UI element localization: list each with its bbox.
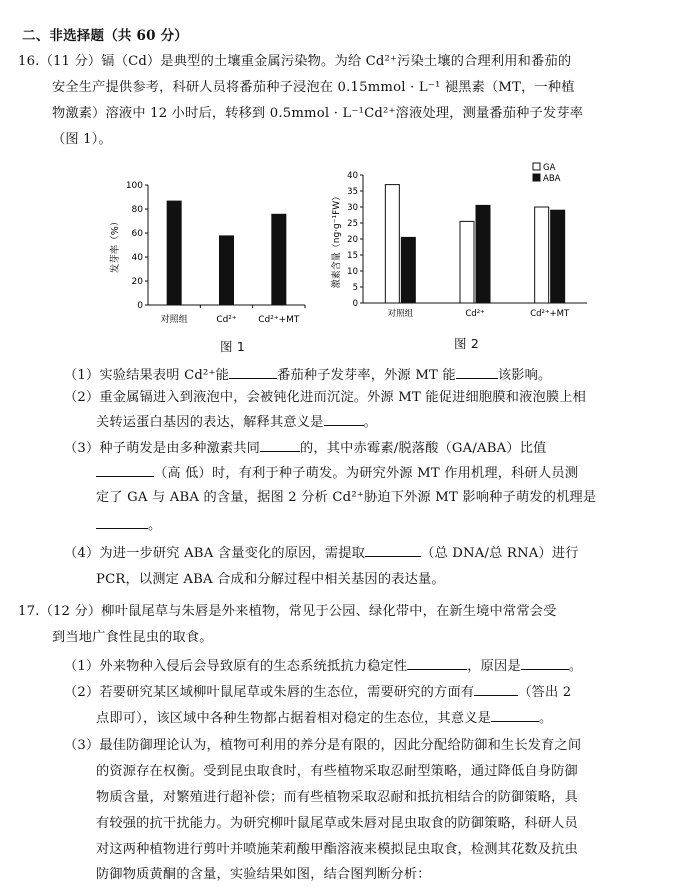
q16-sub1 (64, 366, 551, 385)
q17-sub2-text-b: （答出 2 (518, 685, 572, 700)
q16-sub1-text-a: （1）实验结果表明 Cd²⁺能 (64, 368, 230, 383)
q16-sub4 (64, 544, 579, 563)
q16-line-4: （图 1）。 (52, 132, 112, 147)
q16-sub1-text-c: 该影响。 (497, 368, 552, 383)
fig1-y-tick-label: 100 (125, 181, 143, 191)
q16-line-1: 16.（11 分）镉（Cd）是典型的土壤重金属污染物。为给 Cd²⁺污染土壤的合理利用和番茄的 (18, 54, 572, 69)
q17-sub1-end: 。 (568, 659, 583, 674)
q16-sub2-cont (96, 413, 377, 432)
q16-line-3: 物激素）溶液中 12 小时后，转移到 0.5mmol · L⁻¹Cd²⁺溶液处理，测量番茄种子发芽率 (52, 106, 584, 121)
fig1-x-tick-label: Cd²⁺+MT (258, 315, 300, 325)
q17-sub3-cont2: 物质含量，对繁殖进行超补偿；而有些植物采取忍耐和抵抗相结合的防御策略，具 (96, 790, 578, 805)
fig1-ylabel: 发芽率（%） (110, 216, 121, 274)
fig1-y-tick-label: 60 (131, 229, 143, 239)
fig2-y-tick-label: 15 (347, 251, 358, 261)
fig2-legend-swatch (533, 163, 540, 170)
fig2-bar-aba (551, 210, 565, 303)
fig2-x-tick-label: Cd²⁺ (465, 309, 485, 319)
fig2-legend-label: GA (543, 163, 556, 173)
fig2-x-tick-label: Cd²⁺+MT (530, 309, 570, 319)
q17-sub3: （3）最佳防御理论认为，植物可利用的养分是有限的，因此分配给防御和生长发育之间 (64, 738, 582, 753)
q17-sub1-text-b: ，原因是 (467, 659, 521, 674)
fig2-y-tick-label: 40 (347, 171, 358, 181)
fig2-y-tick-label: 20 (347, 235, 358, 245)
fig1-x-tick-label: Cd²⁺ (216, 315, 237, 325)
q16-sub3-cont2: 定了 GA 与 ABA 的含量，据图 2 分析 Cd²⁺胁迫下外源 MT 影响种子萌发的机理是 (96, 490, 597, 505)
q17-sub3-cont1: 的资源存在权衡。受到昆虫取食时，有些植物采取忍耐型策略，通过降低自身防御 (96, 764, 578, 779)
q16-sub3-text-b: 的，其中赤霉素/脱落酸（GA/ABA）比值 (300, 441, 547, 456)
fig1-bar (167, 201, 182, 305)
fig2-bar-aba (401, 237, 415, 303)
q17-sub1-text-a: （1）外来物种入侵后会导致原有的生态系统抵抗力稳定性 (64, 659, 408, 674)
fig1-x-tick-label: 对照组 (160, 315, 188, 325)
figure-1 (100, 170, 320, 360)
section-title: 二、非选择题（共 60 分） (22, 28, 188, 44)
fig2-y-tick-label: 5 (352, 283, 358, 293)
fig2-caption: 图 2 (454, 336, 480, 351)
answer-blank[interactable] (407, 657, 467, 670)
q16-sub3-text-c: （高 低）时，有利于种子萌发。为研究外源 MT 作用机理，科研人员测 (154, 466, 579, 481)
q17-line-2: 到当地广食性昆虫的取食。 (52, 630, 213, 645)
q16-line-2: 安全生产提供参考，科研人员将番茄种子浸泡在 0.15mmol · L⁻¹ 褪黑素（MT，一种植 (52, 80, 575, 95)
q16-sub4-text-a: （4）为进一步研究 ABA 含量变化的原因，需提取 (64, 546, 366, 561)
fig1-caption: 图 1 (220, 339, 246, 354)
q17-sub2-end: 。 (539, 711, 553, 726)
q17-line-1: 17.（12 分）柳叶鼠尾草与朱唇是外来植物，常见于公园、绿化带中，在新生境中常常会受 (18, 604, 557, 619)
q17-sub2-text-c: 点即可），该区域中各种生物都占据着相对稳定的生态位，其意义是 (96, 711, 492, 726)
fig1-y-tick-label: 20 (131, 277, 143, 287)
fig2-y-tick-label: 10 (347, 267, 358, 277)
q16-sub3-cont1 (96, 464, 578, 483)
q17-sub2-cont (96, 709, 552, 728)
q17-sub2 (64, 683, 571, 702)
answer-blank[interactable] (324, 413, 364, 426)
q16-sub2-end: 。 (363, 415, 377, 430)
q16-sub2-text: 关转运蛋白基因的表达，解释其意义是 (96, 415, 324, 430)
fig2-y-tick-label: 25 (347, 219, 358, 229)
fig2-ylabel: 激素含量（ng·g⁻¹FW） (332, 191, 342, 289)
answer-blank[interactable] (96, 516, 148, 529)
answer-blank[interactable] (260, 439, 300, 452)
fig2-legend-swatch (533, 174, 540, 181)
fig1-bars (167, 201, 287, 305)
answer-blank[interactable] (521, 657, 569, 670)
answer-blank[interactable] (96, 464, 154, 477)
q16-sub3-end: 。 (148, 518, 162, 533)
fig2-bars (385, 185, 564, 303)
q16-sub4-cont: PCR，以测定 ABA 合成和分解过程中相关基因的表达量。 (96, 572, 445, 587)
fig1-y-tick-label: 0 (137, 301, 143, 311)
q16-sub3-text-a: （3）种子萌发是由多种激素共同 (64, 441, 261, 456)
fig2-bar-ga (460, 221, 474, 303)
fig1-y-tick-label: 40 (131, 253, 143, 263)
fig2-y-tick-label: 0 (352, 299, 358, 309)
fig2-bar-ga (385, 185, 399, 303)
fig2-y-tick-label: 30 (347, 203, 358, 213)
q16-sub4-text-b: （总 DNA/总 RNA）进行 (421, 546, 579, 561)
answer-blank[interactable] (229, 366, 277, 379)
fig2-bar-ga (535, 207, 549, 303)
fig1-bar (271, 214, 286, 305)
answer-blank[interactable] (365, 544, 421, 557)
q17-sub3-cont3: 有较强的抗干扰能力。为研究柳叶鼠尾草或朱唇对昆虫取食的防御策略，科研人员 (96, 816, 578, 831)
figure-2 (325, 160, 625, 335)
fig2-y-tick-label: 35 (347, 187, 358, 197)
q17-sub3-cont4: 对这两种植物进行剪叶并喷施茉莉酸甲酯溶液来模拟昆虫取食，检测其花数及抗虫 (96, 842, 578, 857)
fig2-x-tick-label: 对照组 (387, 309, 414, 319)
q16-sub3-cont3 (96, 516, 161, 535)
q17-sub2-text-a: （2）若要研究某区域柳叶鼠尾草或朱唇的生态位，需要研究的方面有 (64, 685, 475, 700)
fig1-bar (219, 235, 234, 305)
answer-blank[interactable] (491, 709, 539, 722)
fig2-legend (533, 163, 561, 184)
q17-sub1 (64, 657, 582, 676)
q17-sub3-cont5: 防御物质黄酮的含量，实验结果如图，结合图判断分析： (96, 867, 431, 882)
fig2-legend-label: ABA (543, 174, 561, 184)
answer-blank[interactable] (456, 366, 498, 379)
fig1-y-tick-label: 80 (131, 205, 143, 215)
q16-sub1-text-b: 番茄种子发芽率，外源 MT 能 (277, 368, 456, 383)
fig2-bar-aba (476, 205, 490, 303)
q16-sub2: （2）重金属镉进入到液泡中，会被钝化进而沉淀。外源 MT 能促进细胞膜和液泡膜上相 (64, 390, 587, 405)
q16-sub3 (64, 439, 547, 458)
answer-blank[interactable] (474, 683, 518, 696)
